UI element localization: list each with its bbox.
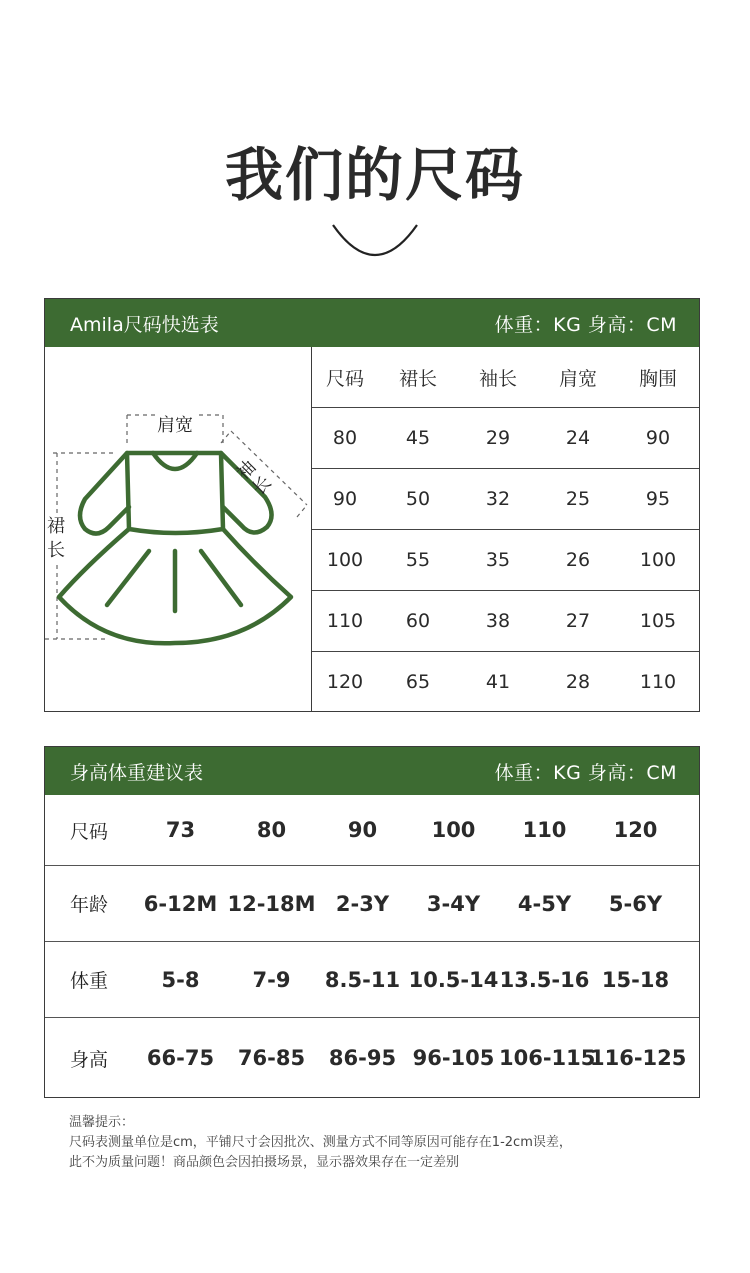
table-cell: 90	[332, 488, 358, 510]
header-skirt-length: 裙长	[398, 367, 437, 390]
table-cell: 50	[405, 488, 431, 510]
tips-heading: 温馨提示：	[69, 1115, 135, 1130]
suggest-table-header	[45, 747, 699, 795]
table-cell: 3-4Y	[426, 891, 481, 916]
table-cell: 66-75	[146, 1046, 215, 1070]
table-cell: 110	[522, 818, 567, 842]
table-cell: 41	[485, 671, 511, 693]
table-cell: 120	[613, 818, 658, 842]
table-row	[45, 1018, 699, 1098]
table-cell: 86-95	[328, 1046, 397, 1070]
table-cell: 12-18M	[227, 891, 316, 916]
table-cell: 29	[485, 427, 511, 449]
table-cell: 110	[326, 610, 364, 632]
table-cell: 80	[332, 427, 358, 449]
table-cell: 55	[405, 549, 431, 571]
table-cell: 38	[485, 610, 511, 632]
size-grid	[312, 347, 699, 711]
table-cell: 110	[639, 671, 677, 693]
table-cell: 96-105	[412, 1046, 495, 1070]
table-cell: 100	[326, 549, 364, 571]
table-cell: 65	[405, 671, 431, 693]
table-cell: 60	[405, 610, 431, 632]
table-row	[45, 795, 699, 866]
table-cell: 45	[405, 427, 431, 449]
table-cell: 2-3Y	[335, 891, 390, 916]
table-cell: 8.5-11	[324, 967, 401, 992]
table-row	[45, 866, 699, 942]
table-cell: 120	[326, 671, 364, 693]
table-cell: 105	[639, 610, 677, 632]
sleeve-label: 袖长	[232, 456, 276, 500]
table-cell: 4-5Y	[517, 891, 572, 916]
row-label: 身高	[70, 1048, 109, 1071]
table-row	[312, 469, 699, 530]
table-cell: 28	[565, 671, 591, 693]
page-title: 我们的尺码	[224, 141, 525, 209]
table-cell: 7-9	[252, 967, 291, 992]
header-size: 尺码	[325, 367, 364, 390]
table-cell: 32	[485, 488, 511, 510]
height-weight-table	[44, 746, 700, 1098]
table-cell: 25	[565, 488, 591, 510]
table-row	[312, 530, 699, 591]
table-cell: 116-125	[590, 1046, 687, 1070]
row-label: 尺码	[70, 820, 109, 843]
table-cell: 26	[565, 549, 591, 571]
shoulder-label: 肩宽	[155, 411, 195, 437]
table-cell: 27	[565, 610, 591, 632]
table-row	[312, 591, 699, 652]
dress-illustration	[45, 347, 311, 711]
suggest-table-units: 体重：KG 身高：CM	[494, 761, 677, 784]
table-row	[312, 652, 699, 712]
table-cell: 100	[431, 818, 476, 842]
table-cell: 80	[256, 818, 287, 842]
table-cell: 5-8	[161, 967, 200, 992]
header-chest: 胸围	[638, 367, 677, 390]
table-cell: 90	[347, 818, 378, 842]
tips-line-1: 尺码表测量单位是cm，平铺尺寸会因批次、测量方式不同等原因可能存在1-2cm误差，	[69, 1135, 572, 1150]
table-cell: 76-85	[237, 1046, 306, 1070]
table-cell: 10.5-14	[408, 967, 499, 992]
size-grid-header-row	[312, 347, 699, 408]
header-shoulder-width: 肩宽	[558, 367, 597, 390]
table-row	[312, 408, 699, 469]
size-table-units: 体重：KG 身高：CM	[494, 313, 677, 336]
skirt-label: 裙长	[47, 516, 65, 561]
size-table-header	[45, 299, 699, 347]
table-cell: 100	[639, 549, 677, 571]
tips-line-2: 此不为质量问题！商品颜色会因拍摄场景，显示器效果存在一定差别	[69, 1155, 460, 1170]
size-quick-table	[44, 298, 700, 712]
table-cell: 106-115	[499, 1046, 596, 1070]
table-cell: 5-6Y	[608, 891, 663, 916]
size-table-title: Amila尺码快选表	[70, 313, 219, 336]
table-cell: 35	[485, 549, 511, 571]
table-cell: 95	[645, 488, 671, 510]
table-cell: 6-12M	[143, 891, 218, 916]
suggest-table-title: 身高体重建议表	[70, 761, 204, 784]
smile-decoration-icon	[325, 215, 425, 265]
table-cell: 90	[645, 427, 671, 449]
table-cell: 73	[165, 818, 196, 842]
dress-diagram	[45, 347, 312, 711]
table-cell: 13.5-16	[499, 967, 590, 992]
table-row	[45, 942, 699, 1018]
table-cell: 15-18	[601, 967, 670, 992]
row-label: 体重	[70, 970, 109, 992]
header-sleeve-length: 袖长	[478, 367, 517, 390]
tips-notes	[69, 1113, 689, 1173]
row-label: 年龄	[70, 894, 109, 916]
table-cell: 24	[565, 427, 591, 449]
